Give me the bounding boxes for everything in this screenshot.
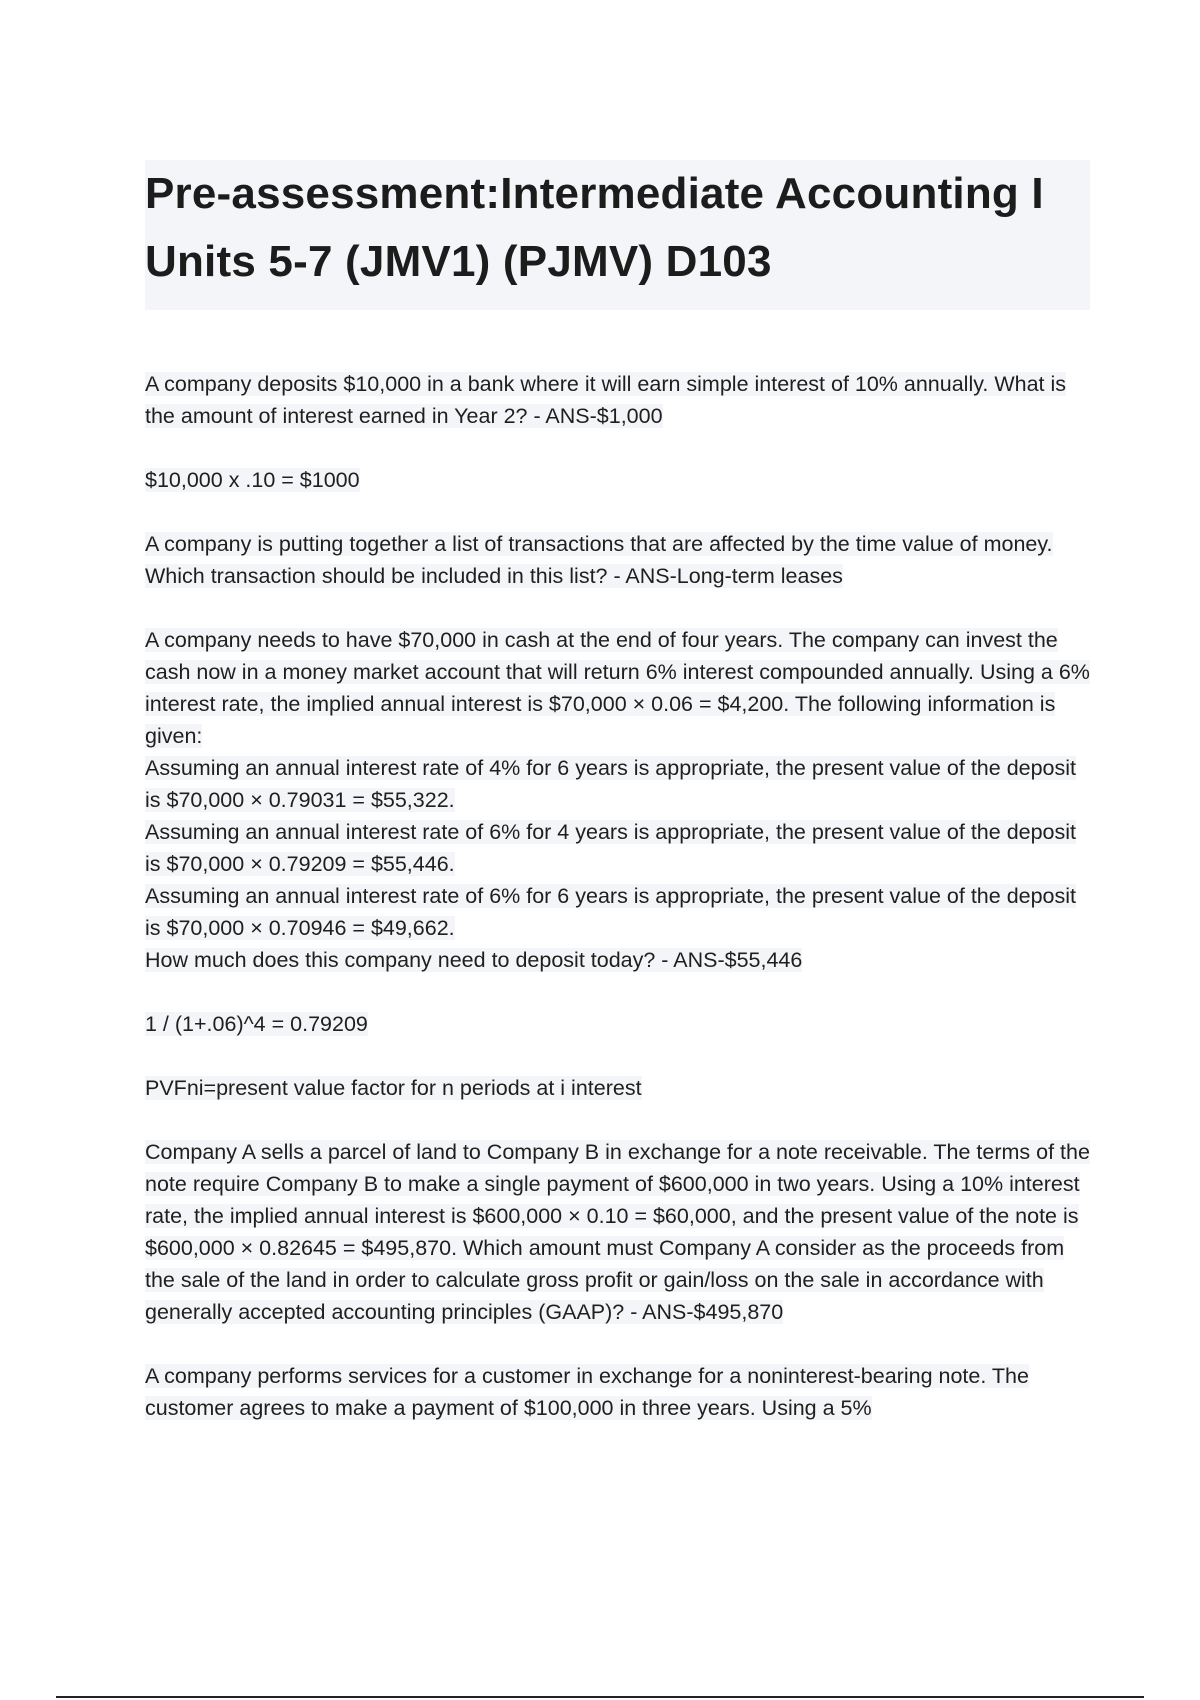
question-3-answer <box>145 944 1090 976</box>
paragraph-text: A company is putting together a list of transactions that are affected by the time value of money. Which transaction should be included in this list? - ANS-Long-term leases <box>145 532 1053 588</box>
document-title: Pre-assessment:Intermediate Accounting I Units 5-7 (JMV1) (PJMV) D103 <box>145 160 1090 310</box>
question-5 <box>145 1360 1090 1424</box>
paragraph-text: Assuming an annual interest rate of 6% for 4 years is appropriate, the present value of the deposit is $70,000 × 0.79209 = $55,446. <box>145 820 1077 876</box>
calculation-1 <box>145 464 1090 496</box>
definition <box>145 1072 1090 1104</box>
question-4 <box>145 1136 1090 1328</box>
paragraph-text: PVFni=present value factor for n periods at i interest <box>145 1076 642 1100</box>
paragraph-text: A company performs services for a customer in exchange for a noninterest-bearing note. The customer agrees to make a payment of $100,000 in three years. Using a 5% <box>145 1364 1029 1420</box>
paragraph-text: A company deposits $10,000 in a bank where it will earn simple interest of 10% annually. What is the amount of interest earned in Year 2? - ANS-$1,000 <box>145 372 1067 428</box>
document-page <box>145 160 1090 1456</box>
paragraph-text: $10,000 x .10 = $1000 <box>145 468 360 492</box>
question-3-option-b <box>145 816 1090 880</box>
paragraph-text: Assuming an annual interest rate of 4% for 6 years is appropriate, the present value of the deposit is $70,000 × 0.79031 = $55,322. <box>145 756 1077 812</box>
paragraph-text: A company needs to have $70,000 in cash at the end of four years. The company can invest the cash now in a money market account that will return 6% interest compounded annually. Using a 6% interest rate, the implied annual interest is $70,000 × 0.06 = $4,200. The following information is given: <box>145 628 1090 748</box>
paragraph-text: How much does this company need to deposit today? - ANS-$55,446 <box>145 948 803 972</box>
question-2 <box>145 528 1090 592</box>
page-bottom-rule <box>56 1696 1144 1698</box>
paragraph-text: Assuming an annual interest rate of 6% for 6 years is appropriate, the present value of the deposit is $70,000 × 0.70946 = $49,662. <box>145 884 1077 940</box>
formula <box>145 1008 1090 1040</box>
question-3-option-a <box>145 752 1090 816</box>
question-3-option-c <box>145 880 1090 944</box>
paragraph-text: 1 / (1+.06)^4 = 0.79209 <box>145 1012 368 1036</box>
document-body <box>145 368 1090 1424</box>
question-1 <box>145 368 1090 432</box>
question-3-stem <box>145 624 1090 752</box>
paragraph-text: Company A sells a parcel of land to Company B in exchange for a note receivable. The terms of the note require Company B to make a single payment of $600,000 in two years. Using a 10% interest rate, the implied annual interest is $600,000 × 0.10 = $60,000, and the present value of the note is $600,000 × 0.82645 = $495,870. Which amount must Company A consider as the proceeds from the sale of the land in order to calculate gross profit or gain/loss on the sale in accordance with generally accepted accounting principles (GAAP)? - ANS-$495,870 <box>145 1140 1090 1324</box>
